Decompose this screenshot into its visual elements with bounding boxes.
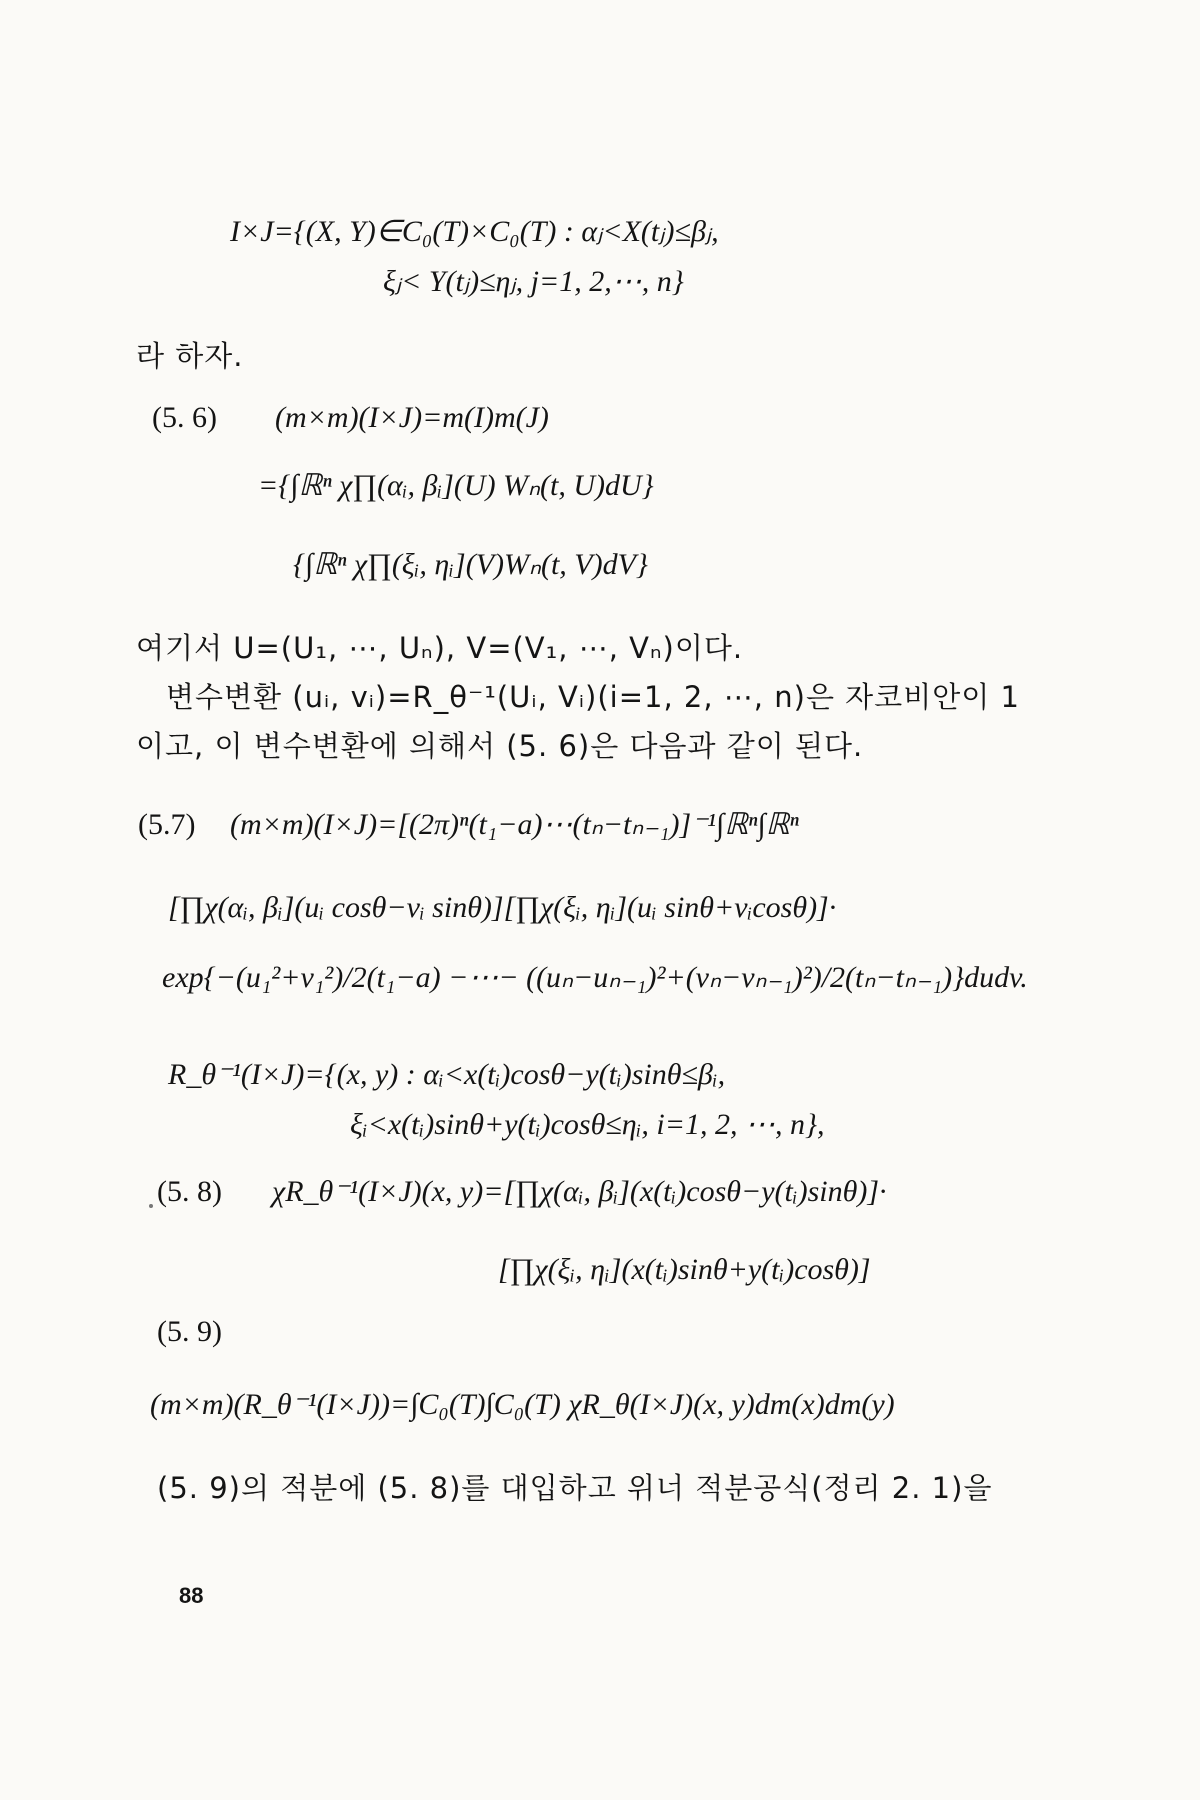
equation-inverse-rotation-line1: R_θ⁻¹(I×J)={(x, y) : αᵢ<x(tᵢ)cosθ−y(tᵢ)sinθ≤βᵢ, <box>168 1058 726 1091</box>
equation-5-6-line1: (m×m)(I×J)=m(I)m(J) <box>275 401 549 434</box>
equation-number-5-9: (5. 9) <box>157 1315 222 1348</box>
equation-ixj-line2: ξⱼ< Y(tⱼ)≤ηⱼ, j=1, 2,⋯, n} <box>383 265 684 298</box>
equation-5-7-line3: exp{−(u₁²+v₁²)/2(t₁−a) −⋯− ((uₙ−uₙ₋₁)²+(vₙ−vₙ₋₁)²)/2(tₙ−tₙ₋₁)}dudv. <box>162 961 1028 994</box>
equation-5-6-line3: {∫ℝⁿ χ∏(ξᵢ, ηᵢ](V)Wₙ(t, V)dV} <box>293 548 648 581</box>
equation-5-8-line2: [∏χ(ξᵢ, ηᵢ](x(tᵢ)sinθ+y(tᵢ)cosθ)] <box>498 1253 871 1286</box>
equation-number-5-8: (5. 8) <box>157 1175 222 1208</box>
equation-5-7-line2: [∏χ(αᵢ, βᵢ](uᵢ cosθ−vᵢ sinθ)][∏χ(ξᵢ, ηᵢ](uᵢ sinθ+vᵢcosθ)]· <box>168 891 837 924</box>
equation-5-7-line1: (m×m)(I×J)=[(2π)ⁿ(t₁−a)⋯(tₙ−tₙ₋₁)]⁻¹∫ℝⁿ∫ℝⁿ <box>230 808 799 841</box>
equation-ixj-line1: I×J={(X, Y)∈C₀(T)×C₀(T) : αⱼ<X(tⱼ)≤βⱼ, <box>230 215 719 248</box>
text-let: 라 하자. <box>136 339 244 373</box>
equation-5-8-line1: χR_θ⁻¹(I×J)(x, y)=[∏χ(αᵢ, βᵢ](x(tᵢ)cosθ−y(tᵢ)sinθ)]· <box>272 1175 887 1208</box>
text-change-of-variables: 변수변환 (uᵢ, vᵢ)=R_θ⁻¹(Uᵢ, Vᵢ)(i=1, 2, ⋯, n)은 자코비안이 1 <box>166 680 1020 714</box>
page-number: 88 <box>179 1583 204 1608</box>
equation-inverse-rotation-line2: ξᵢ<x(tᵢ)sinθ+y(tᵢ)cosθ≤ηᵢ, i=1, 2, ⋯, n}, <box>350 1108 825 1141</box>
text-substitute-wiener-formula: (5. 9)의 적분에 (5. 8)를 대입하고 위너 적분공식(정리 2. 1)을 <box>157 1471 993 1505</box>
equation-5-6-line2: ={∫ℝⁿ χ∏(αᵢ, βᵢ](U) Wₙ(t, U)dU} <box>258 469 654 502</box>
text-where-u-v: 여기서 U=(U₁, ⋯, Uₙ), V=(V₁, ⋯, Vₙ)이다. <box>136 631 744 665</box>
text-becomes-as-follows: 이고, 이 변수변환에 의해서 (5. 6)은 다음과 같이 된다. <box>136 729 864 763</box>
equation-number-5-7: (5.7) <box>138 808 196 841</box>
equation-number-5-6: (5. 6) <box>152 401 217 434</box>
margin-dot <box>149 1204 153 1208</box>
equation-5-9: (m×m)(R_θ⁻¹(I×J))=∫C₀(T)∫C₀(T) χR_θ(I×J)(x, y)dm(x)dm(y) <box>150 1388 895 1421</box>
